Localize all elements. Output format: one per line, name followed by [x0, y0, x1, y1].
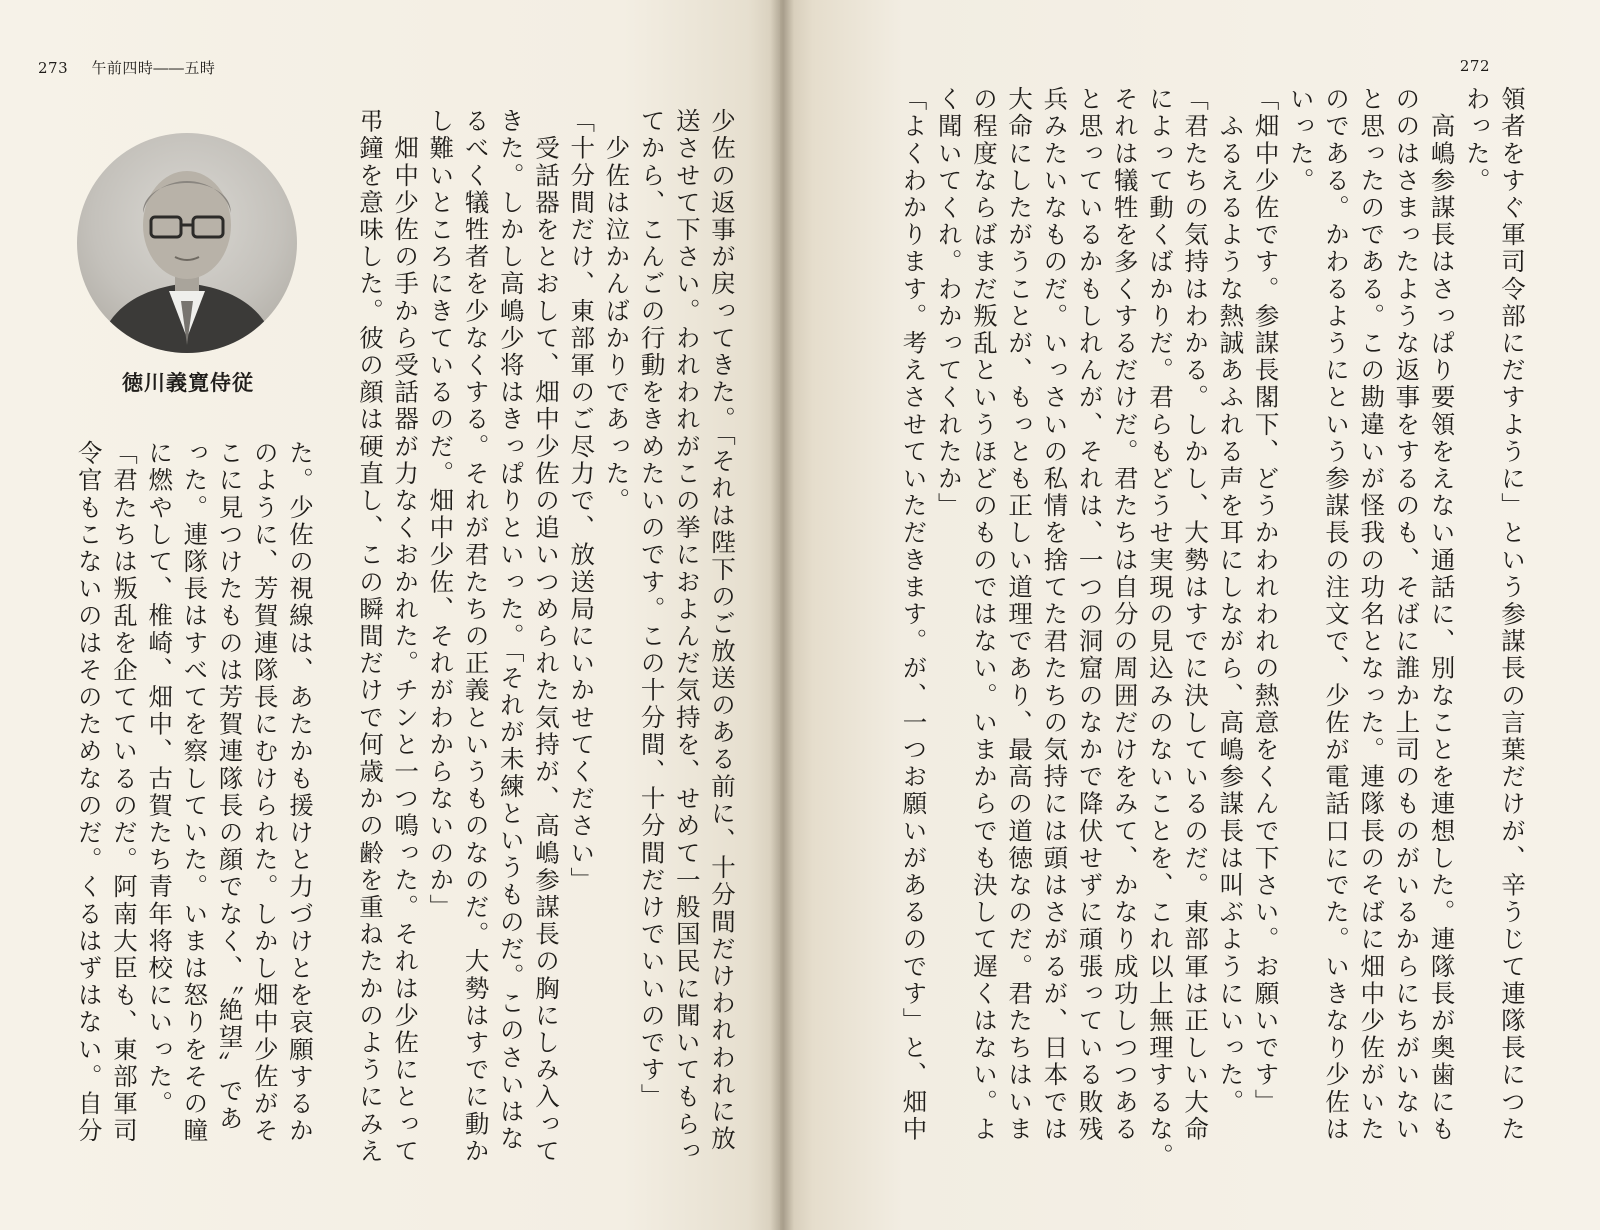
- right-page-body-text: 領者をすぐ軍司令部にだすように」という参謀長の言葉だけが、辛うじて連隊長につた わった。 高嶋参謀長はさっぱり要領をえない通話に、別なことを連想した。連隊長が奥歯にも ののはさまったような返事をするのも、そばに誰か上司のものがいるからにちがいない と思ったのである。この勘違いが怪我の功名となった。連隊長のそばに畑中少佐がいた のである。かわるようにという参謀長の注文で、少佐が電話口にでた。いきなり少佐は いった。 「畑中少佐です。参謀長閣下、どうかわれわれの熱意をくんで下さい。お願いです」 ふるえるような熱誠あふれる声を耳にしながら、高嶋参謀長は叫ぶようにいった。 「君たちの気持はわかる。しかし、大勢はすでに決しているのだ。東部軍は正しい大命 によって動くばかりだ。君らもどうせ実現の見込みのないことを、これ以上無理するな。 それは犠牲を多くするだけだ。君たちは自分の周囲だけをみて、かなり成功しつつある と思っているかもしれんが、それは、一つの洞窟のなかで降伏せずに頑張っている敗残 兵みたいなものだ。いっさいの私情を捨てた君たちの気持には頭はさがるが、日本では 大命にしたがうことが、もっとも正しい道理であり、最高の道徳なのだ。君たちはいま の程度ならばまだ叛乱というほどのものではない。いまからでも決して遅くはない。よ く聞いてくれ。わかってくれたか」 「よくわかります。考えさせていただきます。が、一つお願いがあるのです」と、畑中: [899, 86, 1527, 1170]
- left-page-number: 273: [38, 59, 69, 77]
- right-page-header: [1460, 57, 1490, 75]
- left-page-header: [38, 57, 215, 78]
- portrait-figure: [77, 133, 299, 397]
- left-page-body-text-upper: 少佐の返事が戻ってきた。「それは陛下のご放送のある前に、十分間だけわれわれに放 送させて下さい。われわれがこの挙におよんだ気持を、せめて一般国民に聞いてもらっ てから、こんごの行動をきめたいのです。この十分間、十分間だけでいいのです」 少佐は泣かんばかりであった。 「十分間だけ、東部軍のご尽力で、放送局にいかせてください」 受話器をとおして、畑中少佐の追いつめられた気持が、高嶋参謀長の胸にしみ入って きた。しかし高嶋少将はきっぱりといった。「それが未練というものだ。このさいはな るべく犠牲者を少なくする。それが君たちの正義というものなのだ。大勢はすでに動か し難いところにきているのだ。畑中少佐、それがわからないのか」 畑中少佐の手から受話器が力なくおかれた。チンと一つ鳴った。それは少佐にとって 弔鐘を意味した。彼の顔は硬直し、この瞬間だけで何歳かの齢を重ねたかのようにみえ: [355, 108, 737, 1165]
- right-page-number: 272: [1459, 57, 1490, 75]
- portrait-illustration: [77, 133, 297, 353]
- left-page-body-text-lower: た。少佐の視線は、あたかも援けと力づけとを哀願するか のように、芳賀連隊長にむけられた。しかし畑中少佐がそ こに見つけたものは芳賀連隊長の顔でなく、〝絶望〟であ った。連隊長はすべてを察していた。いまは怒りをその瞳 に燃やして、椎崎、畑中、古賀たち青年将校にいった。 「君たちは叛乱を企てているのだ。阿南大臣も、東部軍司 令官もこないのはそのためなのだ。くるはずはない。自分: [74, 440, 315, 1145]
- portrait-photo: [77, 133, 297, 353]
- portrait-caption: 徳川義寛侍従: [122, 371, 254, 395]
- running-head: 午前四時――五時: [91, 59, 216, 77]
- book-gutter: [770, 0, 794, 1230]
